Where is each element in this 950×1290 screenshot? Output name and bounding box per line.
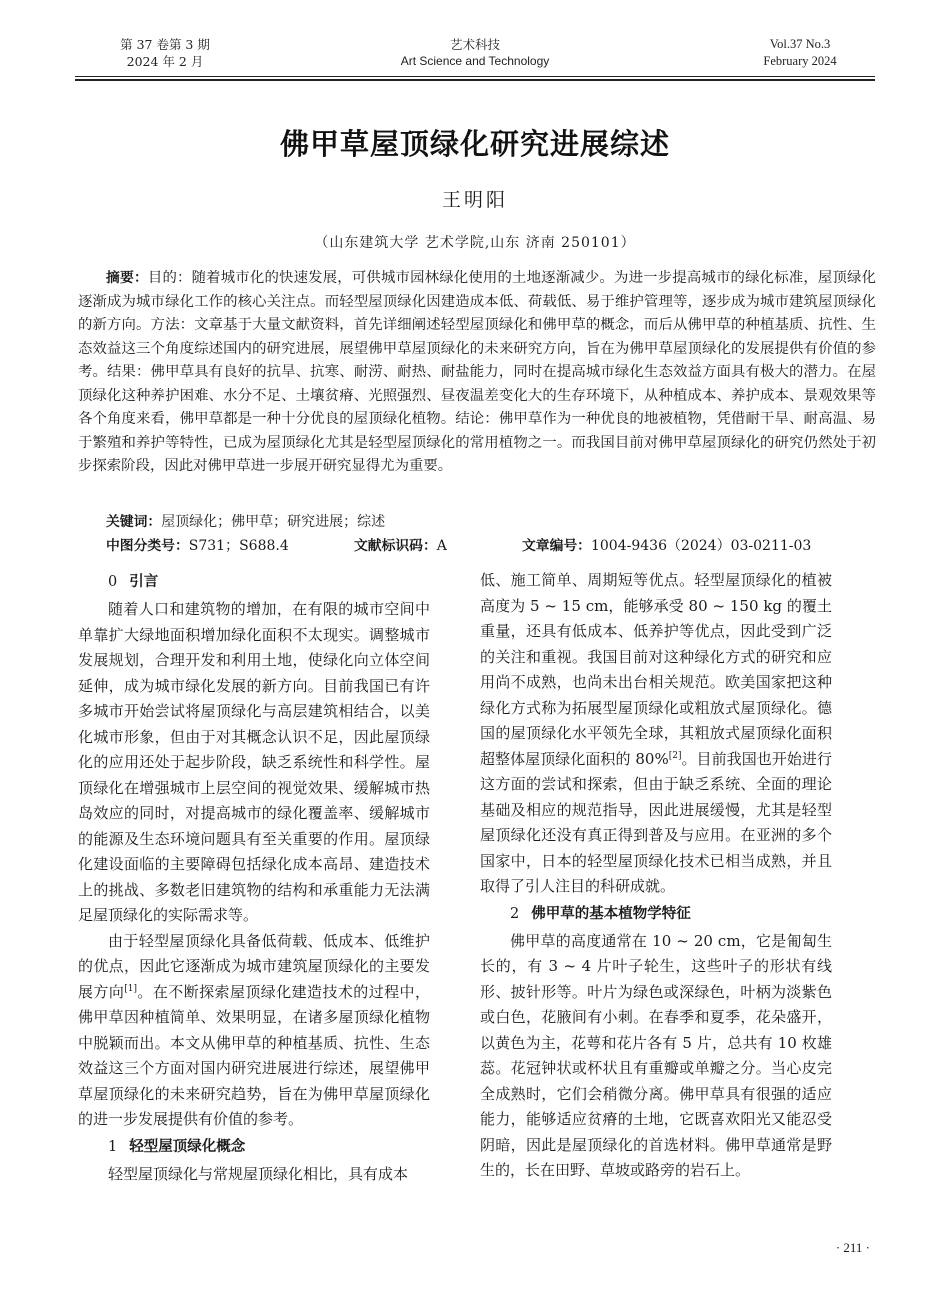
section-heading-introduction (78, 569, 430, 595)
header-rule-thin (75, 76, 875, 77)
article-number-label: 文章编号： (522, 538, 591, 554)
section-number: 0 (108, 574, 118, 590)
section-title: 轻型屋顶绿化概念 (129, 1138, 246, 1155)
author-name: 王明阳 (441, 189, 508, 211)
clc-value: S731；S688.4 (188, 538, 289, 554)
abstract (78, 267, 876, 479)
citation-ref: [2] (668, 750, 682, 761)
publication-date-en: February 2024 (763, 54, 837, 68)
paragraph-text: 。目前我国也开始进行这方面的尝试和探索，但由于缺乏系统、全面的理论基础及相应的规范指导，因此进展缓慢，尤其是轻型屋顶绿化还没有真正得到普及与应用。在亚洲的多个国家中，日本的轻型屋顶绿化技术已相当成熟，并且取得了引人注目的科研成就。 (480, 749, 832, 895)
abstract-text: 目的：随着城市化的快速发展，可供城市园林绿化使用的土地逐渐减少。为进一步提高城市的绿化标准，屋顶绿化逐渐成为城市绿化工作的核心关注点。而轻型屋顶绿化因建造成本低、荷载低、易于维护管理等，逐步成为城市建筑屋顶绿化的新方向。方法：文章基于大量文献资料，首先详细阐述轻型屋顶绿化和佛甲草的概念，而后从佛甲草的种植基质、抗性、生态效益这三个角度综述国内的研究进展，展望佛甲草屋顶绿化的未来研究方向，旨在为佛甲草屋顶绿化的发展提供有价值的参考。结果：佛甲草具有良好的抗旱、抗寒、耐涝、耐热、耐盐能力，同时在提高城市绿化生态效益方面具有极大的潜力。在屋顶绿化这种养护困难、水分不足、土壤贫瘠、光照强烈、昼夜温差变化大的生存环境下，从种植成本、养护成本、景观效果等各个角度来看，佛甲草都是一种十分优良的屋顶绿化植物。结论：佛甲草作为一种优良的地被植物，凭借耐干旱、耐高温、易于繁殖和养护等特性，已成为屋顶绿化尤其是轻型屋顶绿化的常用植物之一。而我国目前对佛甲草屋顶绿化的研究仍然处于初步探索阶段，因此对佛甲草进一步展开研究显得尤为重要。 (78, 270, 876, 474)
journal-name-en: Art Science and Technology (400, 54, 550, 68)
paragraph-text: 低、施工简单、周期短等优点。轻型屋顶绿化的植被高度为 5 ~ 15 cm，能够承受 80 ~ 150 kg 的覆土重量，还具有低成本、低养护等优点，因此受到广泛的关注和重视。我国目前对这种绿化方式的研究和应用尚不成熟，也尚未出台相关规范。欧美国家把这种绿化方式称为拓展型屋顶绿化或粗放式屋顶绿化。德国的屋顶绿化水平领先全球，其粗放式屋顶绿化面积超整体屋顶绿化面积的 80% (480, 571, 832, 768)
article-number-block (522, 535, 811, 558)
paragraph: 佛甲草的高度通常在 10 ~ 20 cm，它是匍匐生长的，有 3 ~ 4 片叶子轮生，这些叶子的形状有线形、披针形等。叶片为绿色或深绿色，叶柄为淡紫色或白色，花腋间有小刺。在春季和夏季，花朵盛开，以黄色为主，花萼和花片各有 5 片，总共有 10 枚雄蕊。花冠钟状或杯状且有重瓣或单瓣之分。当心皮完全成熟时，它们会稍微分离。佛甲草具有很强的适应能力，能够适应贫瘠的土地，它既喜欢阳光又能忍受阴暗，因此是屋顶绿化的首选材料。佛甲草通常是野生的，长在田野、草坡或路旁的岩石上。 (480, 931, 832, 1179)
abstract-label: 摘要： (106, 270, 148, 286)
journal-name (340, 36, 610, 70)
keywords-label: 关键词： (106, 514, 162, 530)
journal-name-cn: 艺术科技 (449, 37, 500, 52)
section-title: 佛甲草的基本植物学特征 (531, 905, 691, 922)
paragraph (78, 929, 430, 1133)
left-column (78, 568, 430, 1187)
volume-issue-en: Vol.37 No.3 (769, 37, 831, 51)
journal-volume-en (745, 36, 855, 70)
volume-issue: 第 37 卷第 3 期 (120, 37, 210, 52)
section-title: 引言 (129, 574, 159, 590)
journal-volume-issue (110, 36, 220, 70)
paragraph (480, 568, 832, 900)
doc-code-value: A (436, 538, 447, 554)
page-number: · 211 · (835, 1240, 870, 1255)
section-number: 1 (108, 1138, 118, 1155)
keywords (106, 511, 866, 534)
clc-label: 中图分类号： (106, 538, 189, 554)
section-number: 2 (510, 905, 520, 922)
paragraph-text: 。在不断探索屋顶绿化建造技术的过程中，佛甲草因种植简单、效果明显，在诸多屋顶绿化植物中脱颖而出。本文从佛甲草的种植基质、抗性、生态效益这三个方面对国内研究进展进行综述，展望佛甲草屋顶绿化的未来研究趋势，旨在为佛甲草屋顶绿化的进一步发展提供有价值的参考。 (78, 982, 430, 1128)
paragraph-text: 由于轻型屋顶绿化具备低荷载、低成本、低维护的优点，因此它逐渐成为城市建筑屋顶绿化的主要发展方向 (78, 931, 430, 1001)
publication-date-cn: 2024 年 2 月 (126, 54, 204, 69)
keywords-text: 屋顶绿化；佛甲草；研究进展；综述 (161, 514, 386, 530)
classification-line (106, 535, 866, 558)
citation-ref: [1] (124, 983, 138, 994)
header-rule-thick (75, 79, 875, 81)
doc-code-label: 文献标识码： (354, 538, 437, 554)
paragraph: 随着人口和建筑物的增加，在有限的城市空间中单靠扩大绿地面积增加绿化面积不太现实。调整城市发展规划，合理开发和利用土地，使绿化向立体空间延伸，成为城市绿化发展的新方向。目前我国已有许多城市开始尝试将屋顶绿化与高层建筑相结合，以美化城市形象，但由于对其概念认识不足，因此屋顶绿化的应用还处于起步阶段，缺乏系统性和科学性。屋顶绿化在增强城市上层空间的视觉效果、缓解城市热岛效应的同时，对提高城市的绿化覆盖率、缓解城市的能源及生态环境问题具有至关重要的作用。屋顶绿化建设面临的主要障碍包括绿化成本高昂、建造技术上的挑战、多数老旧建筑物的结构和承重能力无法满足屋顶绿化的实际需求等。 (78, 600, 430, 924)
author-affiliation: （山东建筑大学 艺术学院,山东 济南 250101） (314, 235, 636, 251)
article-title: 佛甲草屋顶绿化研究进展综述 (279, 127, 670, 161)
paragraph: 轻型屋顶绿化与常规屋顶绿化相比，具有成本 (108, 1164, 409, 1183)
section-heading-concept (78, 1134, 430, 1160)
article-number-value: 1004-9436（2024）03-0211-03 (590, 538, 812, 554)
right-column (480, 568, 832, 1184)
clc-block (106, 535, 289, 558)
section-heading-botany (480, 901, 832, 927)
doc-code-block (354, 535, 447, 558)
